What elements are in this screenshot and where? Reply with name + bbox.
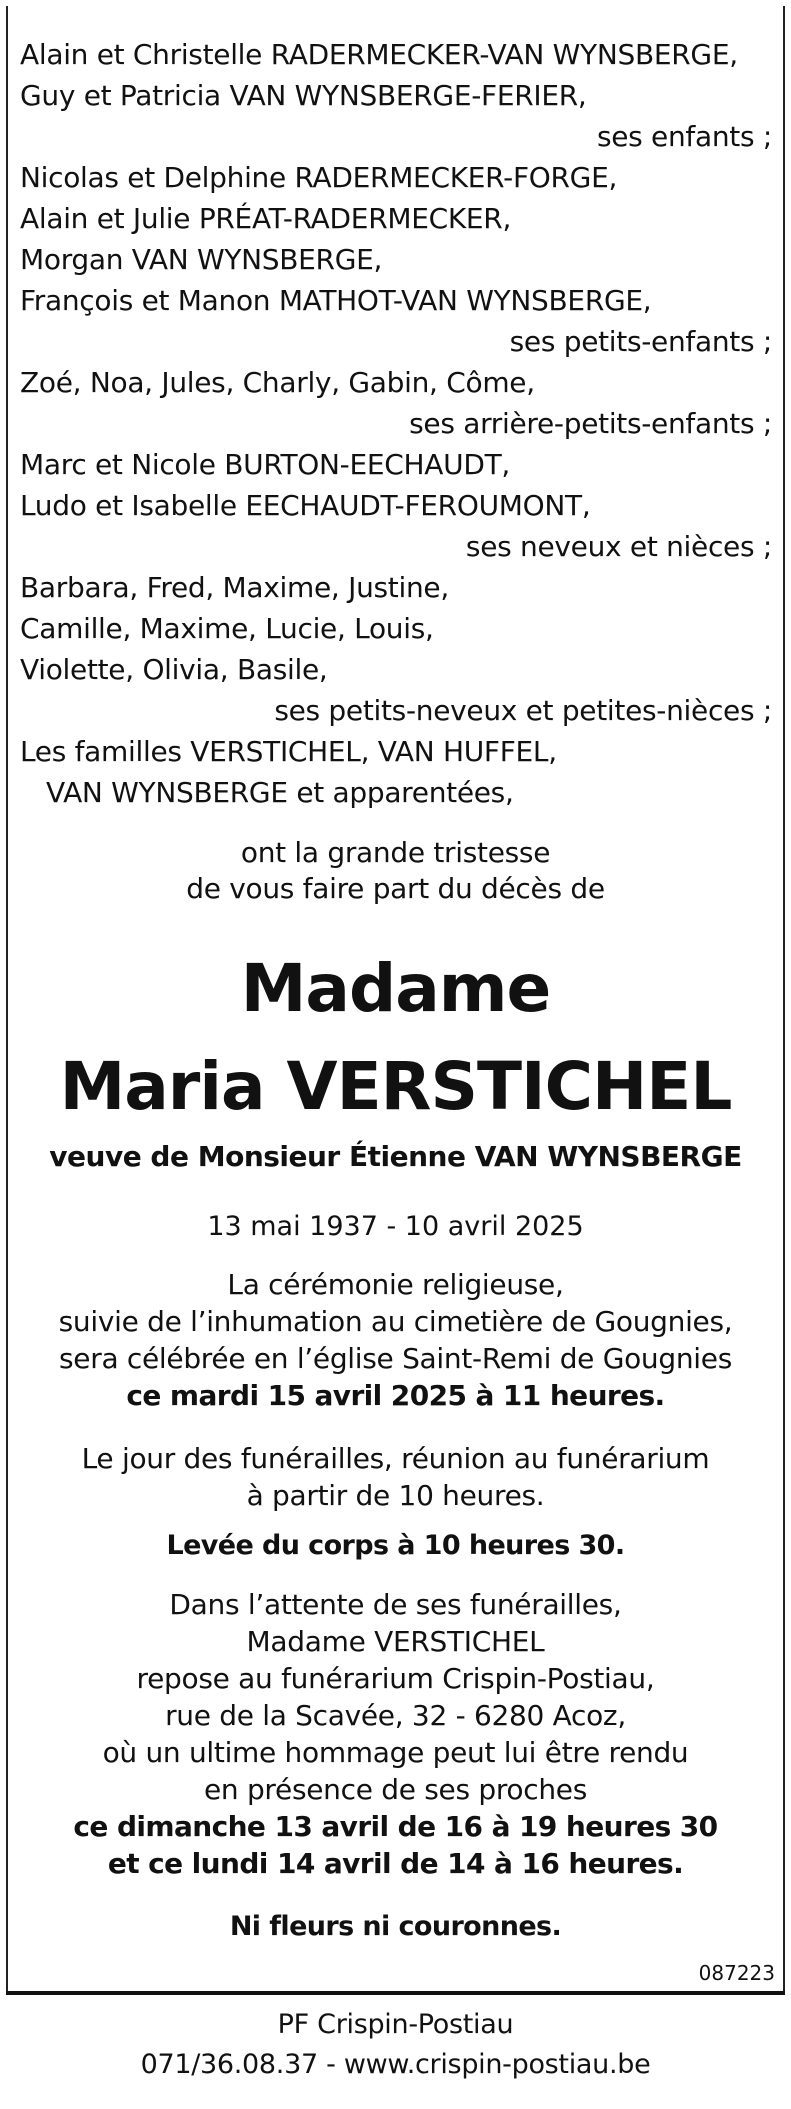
- levee-du-corps: Levée du corps à 10 heures 30.: [166, 1530, 625, 1561]
- deceased-name-block: [8, 940, 783, 1136]
- funerarium-line: Le jour des funérailles, réunion au funérarium: [81, 1442, 710, 1475]
- deceased-name: Maria VERSTICHEL: [59, 1048, 732, 1125]
- funerarium-line: à partir de 10 heures.: [246, 1479, 545, 1512]
- family-member-line: Alain et Julie PRÉAT-RADERMECKER,: [20, 202, 512, 235]
- visiting-hours: ce dimanche 13 avril de 16 à 19 heures 30: [73, 1810, 718, 1843]
- family-member-line: Nicolas et Delphine RADERMECKER-FORGE,: [20, 161, 618, 194]
- footer-divider: [6, 1991, 785, 1995]
- family-member-line: Ludo et Isabelle EECHAUDT-FEROUMONT,: [20, 489, 591, 522]
- funeral-home-name: PF Crispin-Postiau: [277, 2009, 514, 2040]
- deceased-title: Madame: [240, 950, 551, 1027]
- life-dates: 13 mai 1937 - 10 avril 2025: [207, 1211, 584, 1242]
- announcement: [8, 835, 783, 907]
- family-member-line: François et Manon MATHOT-VAN WYNSBERGE,: [20, 284, 652, 317]
- repose-line: Madame VERSTICHEL: [246, 1625, 545, 1658]
- announcement-line: de vous faire part du décès de: [186, 872, 605, 905]
- repose-line: rue de la Scavée, 32 - 6280 Acoz,: [165, 1699, 626, 1732]
- family-member-line: Violette, Olivia, Basile,: [20, 653, 328, 686]
- family-member-line: Les familles VERSTICHEL, VAN HUFFEL,: [20, 735, 557, 768]
- announcement-line: ont la grande tristesse: [240, 836, 551, 869]
- repose-info: [8, 1586, 783, 1882]
- family-member-line: Guy et Patricia VAN WYNSBERGE-FERIER,: [20, 79, 587, 112]
- family-relation-label: ses petits-enfants ;: [509, 325, 772, 358]
- family-member-line: Camille, Maxime, Lucie, Louis,: [20, 612, 434, 645]
- visiting-hours: et ce lundi 14 avril de 14 à 16 heures.: [107, 1847, 684, 1880]
- family-member-line: Alain et Christelle RADERMECKER-VAN WYNSBERGE,: [20, 38, 738, 71]
- widow-of: veuve de Monsieur Étienne VAN WYNSBERGE: [49, 1140, 742, 1173]
- ceremony-line: La cérémonie religieuse,: [227, 1268, 564, 1301]
- family-member-line: Zoé, Noa, Jules, Charly, Gabin, Côme,: [20, 366, 535, 399]
- repose-line: Dans l’attente de ses funérailles,: [169, 1588, 622, 1621]
- family-member-line: VAN WYNSBERGE et apparentées,: [46, 776, 514, 809]
- family-member-line: Morgan VAN WYNSBERGE,: [20, 243, 383, 276]
- family-member-line: Barbara, Fred, Maxime, Justine,: [20, 571, 449, 604]
- family-relation-label: ses enfants ;: [596, 120, 772, 153]
- ceremony-line: suivie de l’inhumation au cimetière de Gougnies,: [58, 1305, 733, 1338]
- repose-line: en présence de ses proches: [203, 1773, 587, 1806]
- family-relation-label: ses petits-neveux et petites-nièces ;: [274, 694, 772, 727]
- family-relation-label: ses arrière-petits-enfants ;: [409, 407, 772, 440]
- ceremony-info: [8, 1266, 783, 1414]
- family-member-line: Marc et Nicole BURTON-EECHAUDT,: [20, 448, 510, 481]
- ceremony-datetime: ce mardi 15 avril 2025 à 11 heures.: [126, 1379, 665, 1412]
- no-flowers-notice: Ni fleurs ni couronnes.: [229, 1911, 562, 1942]
- repose-line: repose au funérarium Crispin-Postiau,: [136, 1662, 655, 1695]
- repose-line: où un ultime hommage peut lui être rendu: [102, 1736, 689, 1769]
- funeral-home-footer: [8, 2005, 783, 2085]
- funerarium-meeting: [8, 1440, 783, 1514]
- family-relation-label: ses neveux et nièces ;: [465, 530, 772, 563]
- ceremony-line: sera célébrée en l’église Saint-Remi de Gougnies: [59, 1342, 732, 1375]
- reference-number: 087223: [698, 1961, 775, 1985]
- funeral-home-contact: 071/36.08.37 - www.crispin-postiau.be: [140, 2049, 651, 2080]
- family-list: [20, 34, 772, 813]
